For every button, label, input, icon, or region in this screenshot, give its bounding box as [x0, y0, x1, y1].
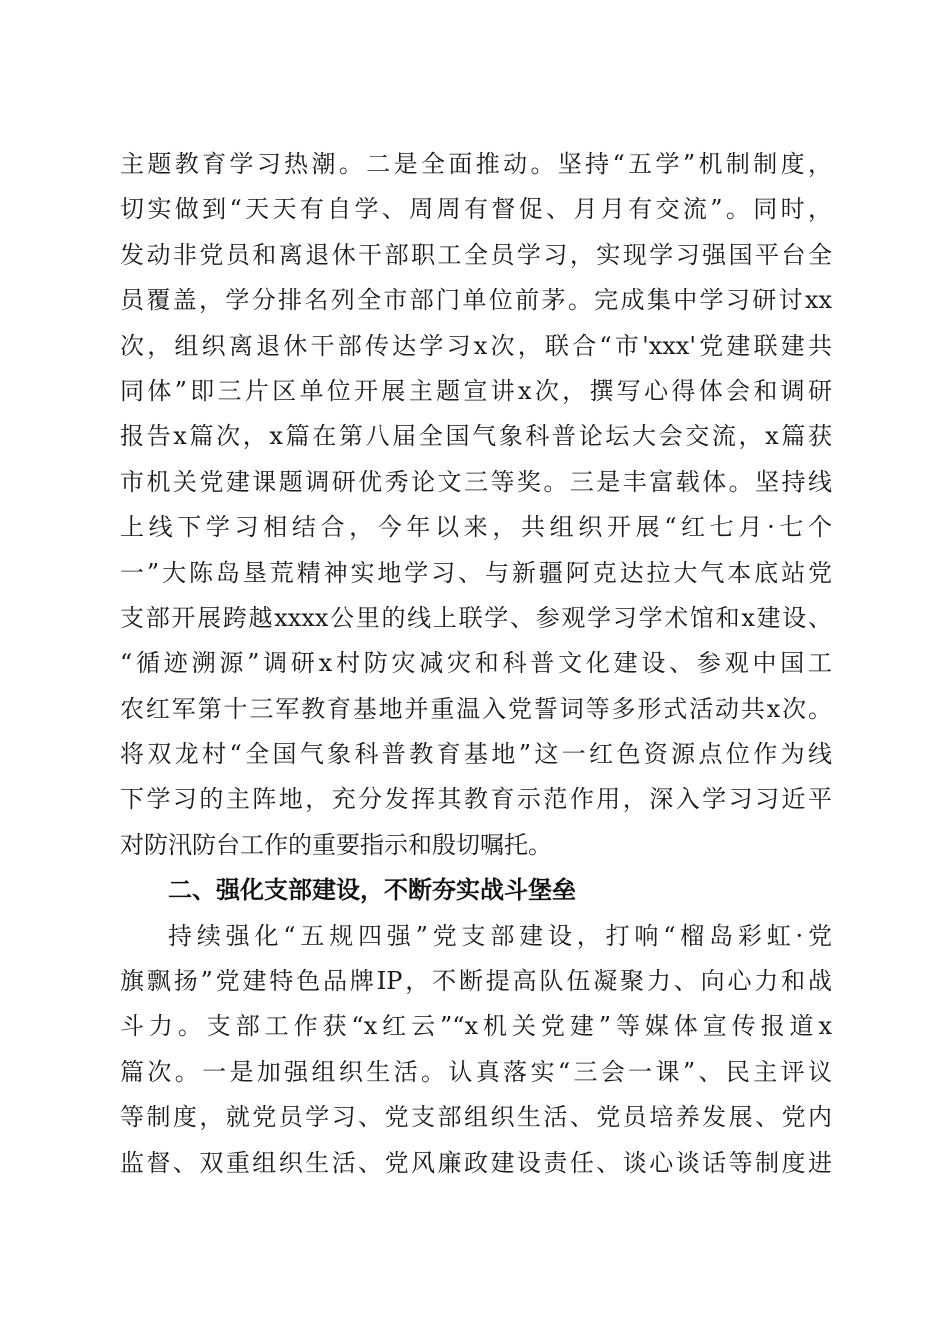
text-line: 将双龙村“全国气象科普教育基地”这一红色资源点位作为线 — [120, 740, 832, 769]
text-line: 市机关党建课题调研优秀论文三等奖。三是丰富载体。坚持线 — [120, 467, 832, 496]
text-line: 旗飘扬”党建特色品牌IP，不断提高队伍凝聚力、向心力和战 — [120, 967, 832, 996]
text-line: 斗力。支部工作获“x红云”“x机关党建”等媒体宣传报道x — [120, 1012, 832, 1041]
text-line: 监督、双重组织生活、党风廉政建设责任、谈心谈话等制度进 — [120, 1148, 832, 1177]
section-heading: 二、强化支部建设，不断夯实战斗堡垒 — [168, 876, 576, 905]
text-line: 篇次。一是加强组织生活。认真落实“三会一课”、民主评议 — [120, 1057, 832, 1086]
paragraph-1 — [120, 142, 832, 868]
text-line: 一”大陈岛垦荒精神实地学习、与新疆阿克达拉大气本底站党 — [120, 558, 832, 587]
text-line: 报告x篇次，x篇在第八届全国气象科普论坛大会交流，x篇获 — [120, 422, 832, 451]
text-line: 支部开展跨越xxxx公里的线上联学、参观学习学术馆和x建设、 — [120, 603, 832, 632]
text-line: 下学习的主阵地，充分发挥其教育示范作用，深入学习习近平 — [120, 785, 832, 814]
text-line: 次，组织离退休干部传达学习x次，联合“市'xxx'党建联建共 — [120, 331, 832, 360]
text-line: 农红军第十三军教育基地并重温入党誓词等多形式活动共x次。 — [120, 694, 832, 723]
text-line: 对防汛防台工作的重要指示和殷切嘱托。 — [120, 830, 552, 859]
document-body — [120, 142, 832, 1186]
text-line: 发动非党员和离退休干部职工全员学习，实现学习强国平台全 — [120, 240, 832, 269]
text-line: 上线下学习相结合，今年以来，共组织开展“红七月·七个 — [120, 513, 832, 542]
text-line: 等制度，就党员学习、党支部组织生活、党员培养发展、党内 — [120, 1103, 832, 1132]
text-line: 员覆盖，学分排名列全市部门单位前茅。完成集中学习研讨xx — [120, 286, 832, 315]
text-line: “循迹溯源”调研x村防灾减灾和科普文化建设、参观中国工 — [120, 649, 832, 678]
text-line: 主题教育学习热潮。二是全面推动。坚持“五学”机制制度， — [120, 150, 832, 178]
text-line: 切实做到“天天有自学、周周有督促、月月有交流”。同时， — [120, 195, 832, 224]
text-line: 同体”即三片区单位开展主题宣讲x次，撰写心得体会和调研 — [120, 376, 832, 405]
paragraph-2 — [120, 914, 832, 1186]
text-line: 持续强化“五规四强”党支部建设，打响“榴岛彩虹·党 — [168, 921, 832, 950]
